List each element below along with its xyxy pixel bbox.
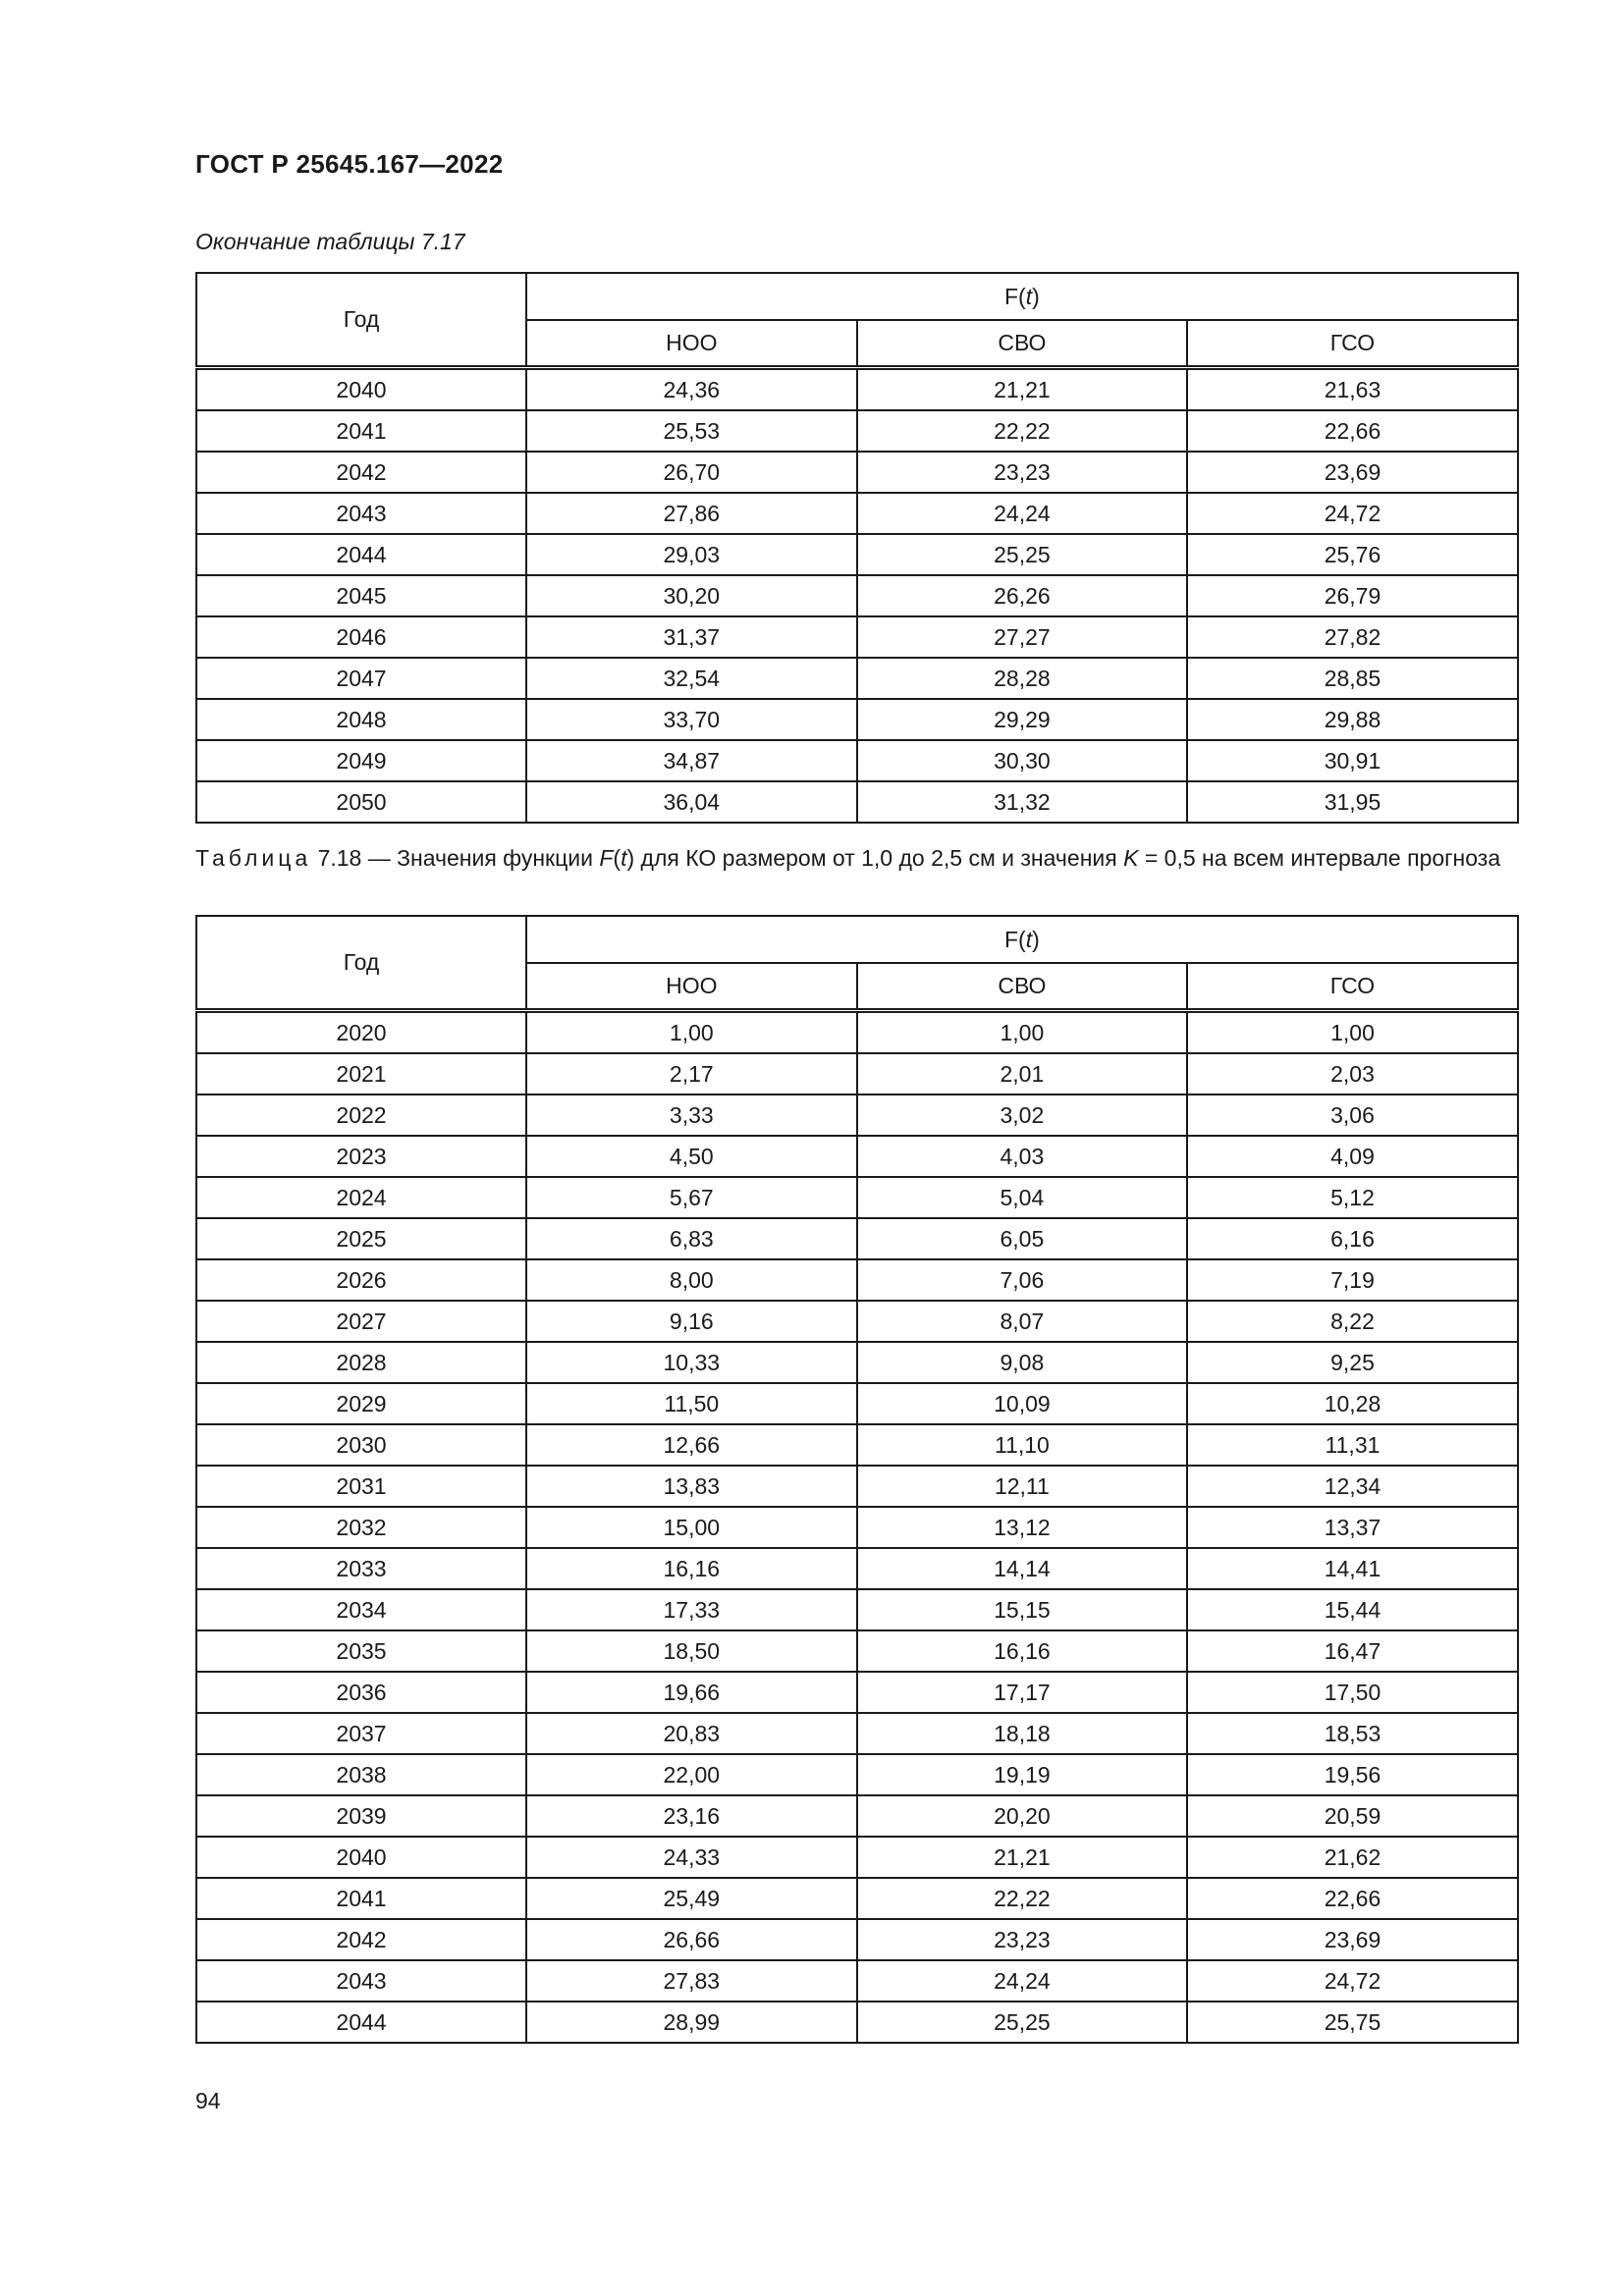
caption-paren-close: ) bbox=[626, 845, 635, 871]
table-row bbox=[196, 1095, 1518, 1136]
table-row bbox=[196, 1919, 1518, 1960]
cell-year: 2043 bbox=[196, 1960, 526, 2002]
caption-text-2: для КО размером от 1,0 до 2,5 см и значения bbox=[634, 845, 1124, 871]
cell-gso: 10,28 bbox=[1187, 1383, 1518, 1424]
table-row bbox=[196, 1672, 1518, 1713]
table-row bbox=[196, 658, 1518, 699]
cell-year: 2043 bbox=[196, 493, 526, 534]
column-header-function bbox=[526, 916, 1518, 963]
cell-year: 2022 bbox=[196, 1095, 526, 1136]
cell-svo: 14,14 bbox=[857, 1548, 1188, 1589]
page-number: 94 bbox=[195, 2088, 221, 2113]
table-row bbox=[196, 1259, 1518, 1301]
caption-text-3: = 0,5 на всем интервале прогноза bbox=[1138, 845, 1501, 871]
caption-function-variable: t bbox=[621, 845, 627, 871]
cell-noo: 5,67 bbox=[526, 1177, 857, 1218]
caption-label: Таблица bbox=[195, 845, 312, 871]
table-row bbox=[196, 493, 1518, 534]
cell-year: 2020 bbox=[196, 1011, 526, 1054]
cell-year: 2050 bbox=[196, 781, 526, 823]
cell-year: 2026 bbox=[196, 1259, 526, 1301]
cell-svo: 12,11 bbox=[857, 1466, 1188, 1507]
cell-gso: 23,69 bbox=[1187, 452, 1518, 493]
table-7-17-body bbox=[196, 368, 1518, 824]
cell-svo: 26,26 bbox=[857, 575, 1188, 616]
cell-svo: 3,02 bbox=[857, 1095, 1188, 1136]
cell-svo: 23,23 bbox=[857, 1919, 1188, 1960]
cell-year: 2041 bbox=[196, 1878, 526, 1919]
cell-svo: 20,20 bbox=[857, 1795, 1188, 1837]
cell-svo: 18,18 bbox=[857, 1713, 1188, 1754]
cell-noo: 4,50 bbox=[526, 1136, 857, 1177]
column-header-noo: НОО bbox=[526, 963, 857, 1011]
table-row bbox=[196, 1713, 1518, 1754]
cell-noo: 1,00 bbox=[526, 1011, 857, 1054]
cell-svo: 24,24 bbox=[857, 493, 1188, 534]
cell-noo: 28,99 bbox=[526, 2002, 857, 2043]
cell-noo: 12,66 bbox=[526, 1424, 857, 1466]
cell-svo: 4,03 bbox=[857, 1136, 1188, 1177]
cell-year: 2048 bbox=[196, 699, 526, 740]
cell-noo: 34,87 bbox=[526, 740, 857, 781]
cell-year: 2032 bbox=[196, 1507, 526, 1548]
column-header-gso: ГСО bbox=[1187, 963, 1518, 1011]
cell-svo: 9,08 bbox=[857, 1342, 1188, 1383]
cell-year: 2042 bbox=[196, 1919, 526, 1960]
cell-year: 2044 bbox=[196, 2002, 526, 2043]
table-7-17 bbox=[195, 272, 1519, 824]
table-row bbox=[196, 1011, 1518, 1054]
cell-gso: 1,00 bbox=[1187, 1011, 1518, 1054]
cell-gso: 23,69 bbox=[1187, 1919, 1518, 1960]
cell-gso: 24,72 bbox=[1187, 493, 1518, 534]
cell-year: 2021 bbox=[196, 1053, 526, 1095]
cell-year: 2025 bbox=[196, 1218, 526, 1259]
cell-year: 2049 bbox=[196, 740, 526, 781]
cell-gso: 9,25 bbox=[1187, 1342, 1518, 1383]
cell-svo: 7,06 bbox=[857, 1259, 1188, 1301]
cell-year: 2028 bbox=[196, 1342, 526, 1383]
cell-noo: 29,03 bbox=[526, 534, 857, 575]
cell-gso: 11,31 bbox=[1187, 1424, 1518, 1466]
document-id-header: ГОСТ Р 25645.167—2022 bbox=[195, 149, 504, 179]
cell-gso: 8,22 bbox=[1187, 1301, 1518, 1342]
caption-k-symbol: K bbox=[1123, 845, 1139, 871]
cell-noo: 13,83 bbox=[526, 1466, 857, 1507]
cell-noo: 32,54 bbox=[526, 658, 857, 699]
cell-noo: 2,17 bbox=[526, 1053, 857, 1095]
column-header-gso: ГСО bbox=[1187, 320, 1518, 368]
cell-svo: 19,19 bbox=[857, 1754, 1188, 1795]
cell-year: 2027 bbox=[196, 1301, 526, 1342]
table-row bbox=[196, 1136, 1518, 1177]
table-row bbox=[196, 1466, 1518, 1507]
table-row bbox=[196, 1301, 1518, 1342]
column-header-svo: СВО bbox=[857, 963, 1188, 1011]
table-row bbox=[196, 1383, 1518, 1424]
table-row bbox=[196, 452, 1518, 493]
cell-year: 2041 bbox=[196, 410, 526, 452]
table-row bbox=[196, 1589, 1518, 1630]
cell-gso: 25,75 bbox=[1187, 2002, 1518, 2043]
cell-year: 2040 bbox=[196, 1837, 526, 1878]
cell-year: 2024 bbox=[196, 1177, 526, 1218]
cell-gso: 28,85 bbox=[1187, 658, 1518, 699]
cell-svo: 2,01 bbox=[857, 1053, 1188, 1095]
cell-gso: 19,56 bbox=[1187, 1754, 1518, 1795]
cell-svo: 13,12 bbox=[857, 1507, 1188, 1548]
cell-year: 2033 bbox=[196, 1548, 526, 1589]
cell-noo: 26,66 bbox=[526, 1919, 857, 1960]
table-row bbox=[196, 368, 1518, 411]
cell-noo: 18,50 bbox=[526, 1630, 857, 1672]
table-row bbox=[196, 1218, 1518, 1259]
cell-noo: 9,16 bbox=[526, 1301, 857, 1342]
function-prefix: F( bbox=[1004, 283, 1026, 309]
table-row bbox=[196, 2002, 1518, 2043]
cell-year: 2040 bbox=[196, 368, 526, 411]
table-7-18-body bbox=[196, 1011, 1518, 2044]
cell-gso: 14,41 bbox=[1187, 1548, 1518, 1589]
cell-noo: 23,16 bbox=[526, 1795, 857, 1837]
table-row bbox=[196, 1548, 1518, 1589]
function-suffix: ) bbox=[1032, 283, 1040, 309]
cell-gso: 17,50 bbox=[1187, 1672, 1518, 1713]
cell-noo: 25,49 bbox=[526, 1878, 857, 1919]
cell-year: 2039 bbox=[196, 1795, 526, 1837]
cell-gso: 3,06 bbox=[1187, 1095, 1518, 1136]
cell-svo: 5,04 bbox=[857, 1177, 1188, 1218]
cell-svo: 6,05 bbox=[857, 1218, 1188, 1259]
cell-svo: 21,21 bbox=[857, 368, 1188, 411]
cell-noo: 26,70 bbox=[526, 452, 857, 493]
function-prefix: F( bbox=[1004, 926, 1026, 952]
table-row bbox=[196, 1177, 1518, 1218]
cell-noo: 22,00 bbox=[526, 1754, 857, 1795]
cell-gso: 20,59 bbox=[1187, 1795, 1518, 1837]
cell-gso: 7,19 bbox=[1187, 1259, 1518, 1301]
cell-svo: 25,25 bbox=[857, 2002, 1188, 2043]
cell-svo: 27,27 bbox=[857, 616, 1188, 658]
cell-gso: 5,12 bbox=[1187, 1177, 1518, 1218]
cell-noo: 36,04 bbox=[526, 781, 857, 823]
caption-paren-open: ( bbox=[613, 845, 622, 871]
column-header-svo: СВО bbox=[857, 320, 1188, 368]
cell-svo: 8,07 bbox=[857, 1301, 1188, 1342]
cell-year: 2023 bbox=[196, 1136, 526, 1177]
table-row bbox=[196, 781, 1518, 823]
cell-noo: 11,50 bbox=[526, 1383, 857, 1424]
cell-gso: 16,47 bbox=[1187, 1630, 1518, 1672]
table-row bbox=[196, 1960, 1518, 2002]
cell-svo: 24,24 bbox=[857, 1960, 1188, 2002]
cell-year: 2037 bbox=[196, 1713, 526, 1754]
cell-noo: 27,83 bbox=[526, 1960, 857, 2002]
cell-svo: 16,16 bbox=[857, 1630, 1188, 1672]
cell-year: 2031 bbox=[196, 1466, 526, 1507]
cell-gso: 24,72 bbox=[1187, 1960, 1518, 2002]
cell-noo: 24,36 bbox=[526, 368, 857, 411]
cell-svo: 31,32 bbox=[857, 781, 1188, 823]
cell-gso: 26,79 bbox=[1187, 575, 1518, 616]
cell-year: 2045 bbox=[196, 575, 526, 616]
cell-noo: 19,66 bbox=[526, 1672, 857, 1713]
cell-noo: 15,00 bbox=[526, 1507, 857, 1548]
cell-gso: 15,44 bbox=[1187, 1589, 1518, 1630]
cell-noo: 27,86 bbox=[526, 493, 857, 534]
table-row bbox=[196, 1630, 1518, 1672]
table-row bbox=[196, 410, 1518, 452]
cell-year: 2047 bbox=[196, 658, 526, 699]
table-row bbox=[196, 616, 1518, 658]
cell-noo: 33,70 bbox=[526, 699, 857, 740]
cell-gso: 12,34 bbox=[1187, 1466, 1518, 1507]
cell-gso: 22,66 bbox=[1187, 410, 1518, 452]
column-header-year: Год bbox=[196, 916, 526, 1011]
cell-year: 2035 bbox=[196, 1630, 526, 1672]
cell-svo: 15,15 bbox=[857, 1589, 1188, 1630]
table-row bbox=[196, 1507, 1518, 1548]
table-row bbox=[196, 1837, 1518, 1878]
table-7-18 bbox=[195, 915, 1519, 2044]
cell-year: 2038 bbox=[196, 1754, 526, 1795]
cell-noo: 25,53 bbox=[526, 410, 857, 452]
table-7-18-caption bbox=[195, 843, 1521, 874]
cell-svo: 11,10 bbox=[857, 1424, 1188, 1466]
cell-svo: 22,22 bbox=[857, 410, 1188, 452]
cell-noo: 31,37 bbox=[526, 616, 857, 658]
table-row bbox=[196, 699, 1518, 740]
cell-svo: 17,17 bbox=[857, 1672, 1188, 1713]
table-row bbox=[196, 534, 1518, 575]
table-row bbox=[196, 1754, 1518, 1795]
caption-text-1: 7.18 — Значения функции bbox=[311, 845, 600, 871]
column-header-noo: НОО bbox=[526, 320, 857, 368]
cell-year: 2030 bbox=[196, 1424, 526, 1466]
table-row bbox=[196, 1053, 1518, 1095]
table-row bbox=[196, 575, 1518, 616]
cell-noo: 6,83 bbox=[526, 1218, 857, 1259]
cell-gso: 29,88 bbox=[1187, 699, 1518, 740]
cell-year: 2036 bbox=[196, 1672, 526, 1713]
cell-svo: 1,00 bbox=[857, 1011, 1188, 1054]
cell-gso: 21,63 bbox=[1187, 368, 1518, 411]
cell-svo: 22,22 bbox=[857, 1878, 1188, 1919]
cell-svo: 28,28 bbox=[857, 658, 1188, 699]
cell-gso: 21,62 bbox=[1187, 1837, 1518, 1878]
table-row bbox=[196, 1424, 1518, 1466]
cell-noo: 16,16 bbox=[526, 1548, 857, 1589]
cell-gso: 6,16 bbox=[1187, 1218, 1518, 1259]
cell-noo: 8,00 bbox=[526, 1259, 857, 1301]
table-row bbox=[196, 740, 1518, 781]
cell-gso: 13,37 bbox=[1187, 1507, 1518, 1548]
table-row bbox=[196, 1342, 1518, 1383]
cell-svo: 23,23 bbox=[857, 452, 1188, 493]
function-variable: t bbox=[1025, 283, 1033, 309]
cell-gso: 25,76 bbox=[1187, 534, 1518, 575]
cell-svo: 21,21 bbox=[857, 1837, 1188, 1878]
cell-svo: 30,30 bbox=[857, 740, 1188, 781]
cell-gso: 2,03 bbox=[1187, 1053, 1518, 1095]
cell-noo: 10,33 bbox=[526, 1342, 857, 1383]
cell-gso: 30,91 bbox=[1187, 740, 1518, 781]
cell-gso: 4,09 bbox=[1187, 1136, 1518, 1177]
cell-noo: 20,83 bbox=[526, 1713, 857, 1754]
cell-noo: 24,33 bbox=[526, 1837, 857, 1878]
caption-function-name: F bbox=[599, 845, 614, 871]
cell-gso: 18,53 bbox=[1187, 1713, 1518, 1754]
cell-year: 2034 bbox=[196, 1589, 526, 1630]
table-continuation-label: Окончание таблицы 7.17 bbox=[195, 229, 465, 254]
cell-svo: 29,29 bbox=[857, 699, 1188, 740]
cell-year: 2042 bbox=[196, 452, 526, 493]
cell-gso: 27,82 bbox=[1187, 616, 1518, 658]
cell-svo: 25,25 bbox=[857, 534, 1188, 575]
cell-noo: 30,20 bbox=[526, 575, 857, 616]
function-suffix: ) bbox=[1032, 926, 1040, 952]
cell-gso: 31,95 bbox=[1187, 781, 1518, 823]
column-header-year: Год bbox=[196, 273, 526, 368]
cell-svo: 10,09 bbox=[857, 1383, 1188, 1424]
cell-gso: 22,66 bbox=[1187, 1878, 1518, 1919]
function-variable: t bbox=[1025, 926, 1033, 952]
cell-noo: 3,33 bbox=[526, 1095, 857, 1136]
cell-year: 2046 bbox=[196, 616, 526, 658]
cell-year: 2044 bbox=[196, 534, 526, 575]
cell-year: 2029 bbox=[196, 1383, 526, 1424]
table-row bbox=[196, 1795, 1518, 1837]
column-header-function bbox=[526, 273, 1518, 320]
table-row bbox=[196, 1878, 1518, 1919]
cell-noo: 17,33 bbox=[526, 1589, 857, 1630]
